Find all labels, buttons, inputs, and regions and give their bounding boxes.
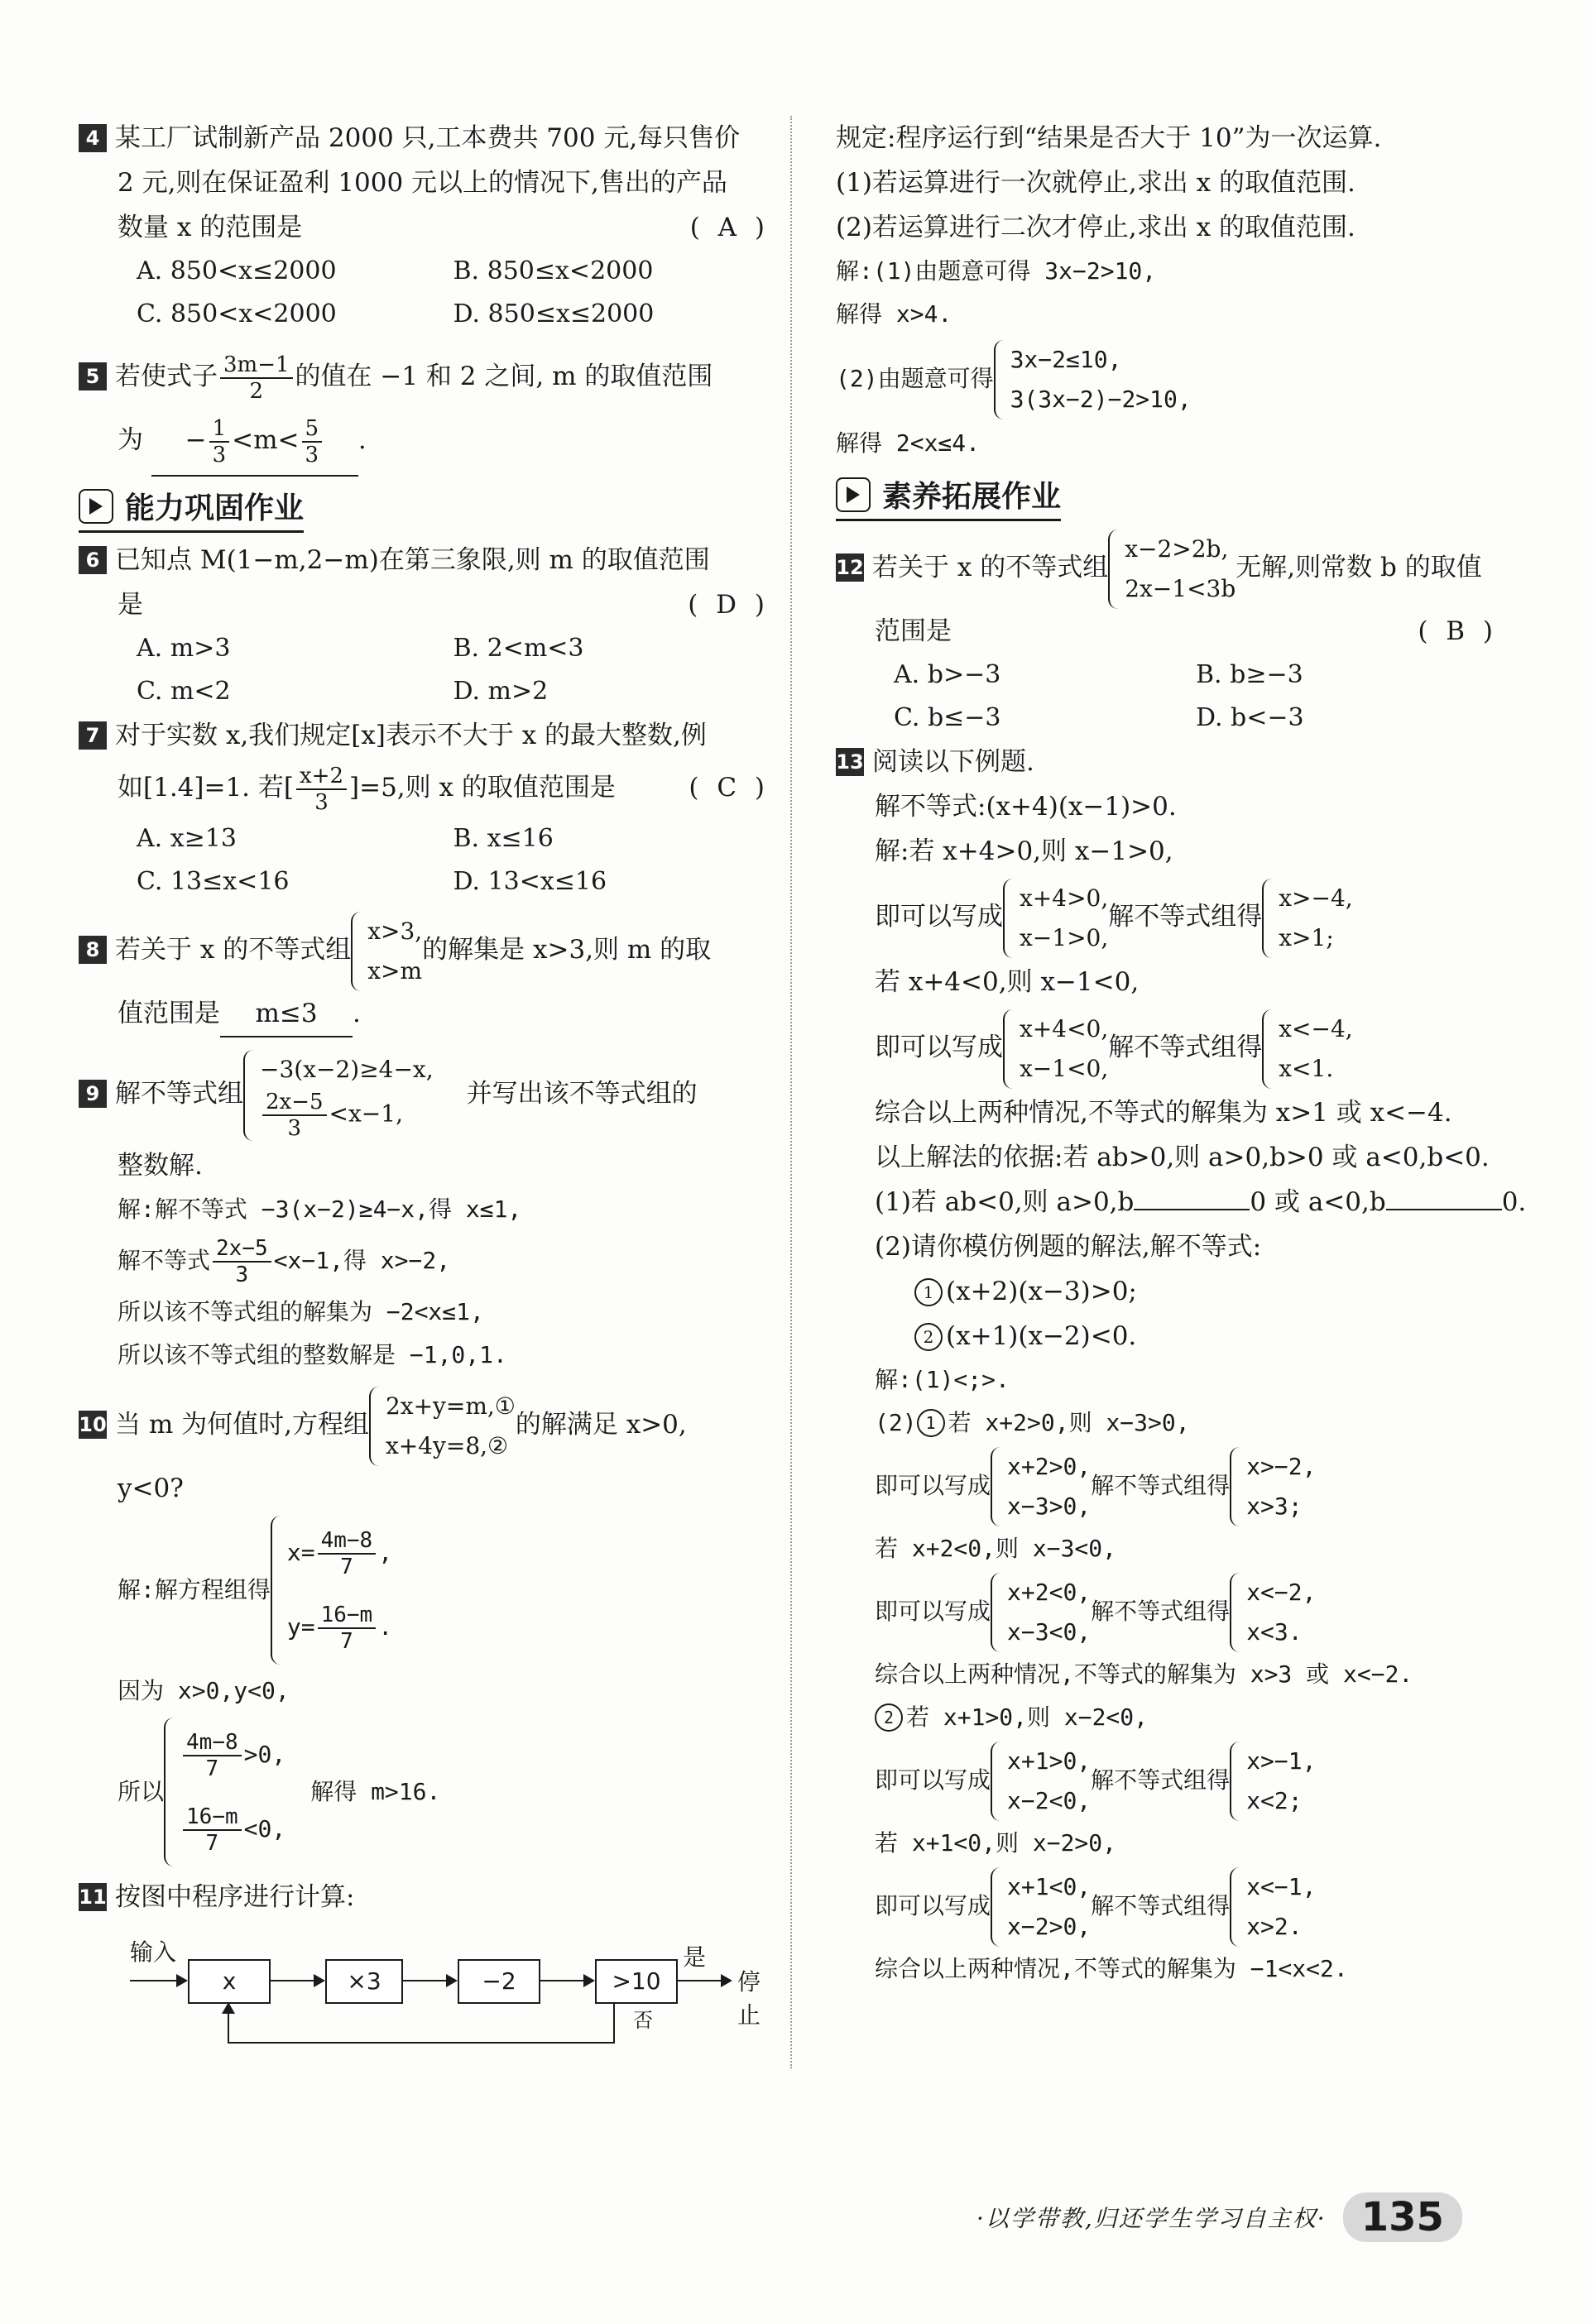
question-number: 4 [79, 124, 107, 152]
equation-row: 2x+y=m,① [385, 1392, 516, 1420]
flow-box-compare: >10 [595, 1959, 678, 2004]
punctuation: . [353, 999, 361, 1028]
footer-motto: ·以学带教,归还学生学习自主权· [976, 2205, 1327, 2232]
numerator: 2x−5 [262, 1090, 327, 1116]
answer: ( D ) [688, 590, 770, 620]
page-footer [976, 2192, 1462, 2242]
question-number: 13 [836, 748, 864, 776]
fraction [183, 1804, 242, 1856]
fraction [296, 764, 347, 815]
question-text: 若关于 x 的不等式组 [872, 553, 1109, 582]
inequality-row: x−2>2b, [1125, 534, 1229, 563]
flow-box-times3: ×3 [325, 1959, 403, 2004]
option: C. m<2 [137, 677, 231, 706]
question-text: 是 [118, 590, 143, 620]
flow-box-minus2: −2 [458, 1959, 540, 2004]
solution-line: 解:(1)<;>. [875, 1366, 1010, 1393]
question-text: 已知点 M(1−m,2−m)在第三象限,则 m 的取值范围 [115, 545, 710, 575]
option: D. m>2 [453, 677, 549, 706]
question-text: y<0? [118, 1473, 184, 1503]
question-9 [79, 1044, 770, 1377]
question-7 [79, 713, 770, 903]
inequality-system [991, 1447, 1091, 1526]
yes-label: 是 [683, 1943, 707, 1971]
solution-text: 若 x+2>0,则 x−3>0, [948, 1409, 1190, 1436]
solution-system [1230, 1742, 1316, 1821]
question-text: 即可以写成 [875, 1033, 1003, 1062]
denominator: 7 [205, 1756, 219, 1781]
question-4 [79, 116, 770, 336]
question-text: (x+2)(x−3)>0; [946, 1277, 1137, 1306]
denominator: 3 [212, 442, 227, 467]
answer-blank [1386, 1209, 1502, 1210]
question-text: 解不等式组得 [1108, 902, 1263, 932]
solution-system [1230, 1447, 1316, 1526]
denominator: 7 [205, 1831, 219, 1856]
question-text: 如[1.4]=1. 若[ [118, 773, 294, 803]
question-number: 8 [79, 936, 107, 964]
option: B. b≥−3 [1196, 660, 1303, 689]
question-text: (2)若运算进行二次才停止,求出 x 的取值范围. [836, 213, 1355, 242]
inequality-row: x>3, [367, 917, 423, 945]
solution-text: 若 x+1>0,则 x−2<0, [906, 1703, 1149, 1731]
solution-line: 综合以上两种情况,不等式的解集为 x>3 或 x<−2. [875, 1660, 1413, 1688]
solution-system [1230, 1573, 1316, 1652]
solution-text: 即可以写成 [875, 1598, 991, 1625]
numerator: 4m−8 [318, 1528, 377, 1555]
inequality-text: <x−1, [329, 1100, 403, 1127]
question-number: 9 [79, 1080, 107, 1108]
inequality-system [991, 1867, 1091, 1947]
inequality-row: x−3<0, [1007, 1618, 1092, 1646]
question-number: 12 [836, 553, 864, 582]
section-heading [79, 485, 304, 533]
inequality-row: x−2<0, [1007, 1787, 1092, 1814]
condition-row [180, 1718, 285, 1792]
circled-number: 2 [875, 1703, 903, 1732]
inequality-row: x−1<0, [1020, 1054, 1109, 1082]
solution-line: 若 x+2<0,则 x−3<0, [875, 1535, 1117, 1562]
solution-line: 若 x+1<0,则 x−2>0, [875, 1829, 1117, 1857]
equation-system [369, 1387, 516, 1466]
punctuation: , [378, 1539, 393, 1566]
option: C. b≤−3 [894, 703, 1001, 732]
question-text: 当 m 为何值时,方程组 [115, 1410, 369, 1440]
fraction [183, 1730, 242, 1781]
question-11-continued [836, 116, 1498, 465]
question-12 [836, 526, 1498, 740]
option: B. 850≤x<2000 [453, 256, 654, 285]
question-number: 5 [79, 362, 107, 391]
question-number: 7 [79, 721, 107, 750]
inequality-system [351, 912, 422, 991]
solution-text: 解不等式组得 [1091, 1598, 1231, 1625]
question-text: 对于实数 x,我们规定[x]表示不大于 x 的最大整数,例 [115, 721, 707, 750]
column-divider [790, 116, 792, 2068]
question-text: 整数解. [118, 1151, 203, 1181]
flow-box-x: x [188, 1959, 271, 2004]
question-text: 若关于 x 的不等式组 [115, 935, 352, 965]
inequality-system [243, 1050, 434, 1141]
solution-row: x>−2, [1246, 1453, 1317, 1480]
solution-system [1262, 1009, 1352, 1089]
question-text: 阅读以下例题. [872, 747, 1034, 777]
question-10 [79, 1383, 770, 1866]
solution-row: x<−2, [1246, 1579, 1317, 1606]
numerator: 3m−1 [220, 352, 293, 379]
fraction [209, 416, 230, 467]
arrow-icon [79, 489, 113, 524]
inequality-row: 3x−2≤10, [1010, 346, 1122, 373]
solution-system [1230, 1867, 1316, 1947]
question-text: 的值在 −1 和 2 之间, m 的取值范围 [295, 362, 713, 391]
fraction [220, 352, 293, 404]
question-8 [79, 908, 770, 1037]
condition-row [180, 1792, 285, 1866]
right-column [836, 116, 1527, 1991]
section-heading [836, 473, 1061, 521]
section-title: 素养拓展作业 [882, 480, 1062, 514]
solution-system [1262, 879, 1352, 958]
question-text: 解:若 x+4>0,则 x−1>0, [875, 836, 1173, 866]
inequality-system [1003, 879, 1108, 958]
question-text: (1)若运算进行一次就停止,求出 x 的取值范围. [836, 168, 1355, 198]
answer-blank [151, 405, 358, 477]
option: D. 850≤x≤2000 [453, 299, 655, 328]
option: A. x≥13 [137, 824, 237, 853]
denominator: 7 [340, 1555, 353, 1579]
question-text: 范围是 [875, 616, 952, 646]
inequality-system [991, 1573, 1091, 1652]
question-text: 并写出该不等式组的 [466, 1079, 698, 1109]
question-text: 解不等式组得 [1108, 1033, 1263, 1062]
question-number: 10 [79, 1411, 107, 1439]
option: A. 850<x≤2000 [137, 256, 337, 285]
solution-row: x<−4, [1279, 1014, 1353, 1042]
question-number: 6 [79, 546, 107, 574]
stop-label: 停止 [737, 1968, 761, 2029]
question-text: 按图中程序进行计算: [115, 1882, 355, 1912]
circled-number: 2 [914, 1323, 943, 1351]
inequality-row: x+1>0, [1007, 1747, 1092, 1775]
condition-system [164, 1718, 285, 1866]
answer: ( A ) [689, 213, 770, 242]
page-number: 135 [1343, 2192, 1462, 2242]
option: C. 850<x<2000 [137, 299, 337, 328]
question-text: 综合以上两种情况,不等式的解集为 x>1 或 x<−4. [875, 1098, 1452, 1128]
inequality-system [1003, 1009, 1108, 1089]
section-title: 能力巩固作业 [125, 491, 305, 525]
circled-number: 1 [914, 1278, 943, 1306]
solution-line: 解得 2<x≤4. [836, 429, 981, 457]
question-text: 0 或 a<0,b [1250, 1187, 1386, 1217]
solution-text: 解不等式 [118, 1247, 211, 1274]
solution-text: 解得 m>16. [310, 1778, 441, 1805]
inequality-row: −3(x−2)≥4−x, [260, 1055, 434, 1083]
option: B. x≤16 [453, 824, 554, 853]
numerator: 4m−8 [183, 1730, 242, 1756]
inequality-row: x>m [367, 956, 423, 985]
numerator: 5 [302, 416, 323, 443]
numerator: x+2 [296, 764, 347, 790]
solution-text: x= [286, 1539, 315, 1566]
inequality-row: x−3>0, [1007, 1493, 1092, 1520]
solution-row [287, 1590, 392, 1665]
solution-line: 综合以上两种情况,不等式的解集为 −1<x<2. [875, 1955, 1348, 1982]
option: A. m>3 [137, 634, 231, 663]
solution-text: 解不等式组得 [1091, 1766, 1231, 1794]
solution-line: 所以该不等式组的解集为 −2<x≤1, [118, 1298, 484, 1325]
question-text: (2)请你模仿例题的解法,解不等式: [875, 1232, 1262, 1262]
solution-text: 即可以写成 [875, 1766, 991, 1794]
inequality-system [991, 1742, 1091, 1821]
question-text: 的解满足 x>0, [515, 1410, 687, 1440]
option: B. 2<m<3 [453, 634, 584, 663]
question-6 [79, 538, 770, 713]
answer-text: <m< [232, 425, 300, 455]
solution-line: 解:(1)由题意可得 3x−2>10, [836, 257, 1157, 285]
question-text: 某工厂试制新产品 2000 只,工本费共 700 元,每只售价 [115, 123, 741, 153]
solution-line: 解:解不等式 −3(x−2)≥4−x,得 x≤1, [118, 1196, 522, 1223]
answer-blank [1134, 1209, 1250, 1210]
inequality-system [994, 340, 1192, 419]
solution-text: 所以 [118, 1778, 165, 1805]
inequality-row [260, 1090, 434, 1141]
solution-text: y= [286, 1613, 315, 1641]
question-text: 若使式子 [115, 362, 218, 391]
question-text: 为 [118, 425, 143, 455]
numerator: 1 [209, 416, 230, 443]
question-text: (x+1)(x−2)<0. [946, 1321, 1137, 1351]
solution-row: x>3; [1246, 1493, 1303, 1520]
denominator: 3 [305, 442, 319, 467]
condition-text: >0, [243, 1741, 286, 1768]
answer-text: − [185, 425, 207, 455]
numerator: 16−m [183, 1804, 242, 1831]
question-text: 若 x+4<0,则 x−1<0, [875, 967, 1140, 997]
fraction [213, 1236, 271, 1287]
inequality-row: 3(3x−2)−2>10, [1010, 386, 1192, 413]
inequality-row: x+2>0, [1007, 1453, 1092, 1480]
option: A. b>−3 [894, 660, 1001, 689]
inequality-system [1108, 529, 1236, 609]
option: D. 13<x≤16 [453, 867, 607, 896]
inequality-row: x−1>0, [1020, 923, 1109, 951]
question-text: 数量 x 的范围是 [118, 213, 303, 242]
fraction [262, 1090, 327, 1141]
solution-text: 解不等式组得 [1091, 1892, 1231, 1919]
solution-row: x>2. [1246, 1913, 1303, 1940]
input-label: 输入 [130, 1938, 177, 1966]
question-text: (1)若 ab<0,则 a>0,b [875, 1187, 1135, 1217]
question-text: 无解,则常数 b 的取值 [1236, 553, 1482, 582]
punctuation: . [378, 1613, 393, 1641]
question-13 [836, 740, 1527, 1991]
solution-text: (2)由题意可得 [836, 365, 994, 392]
answer-blank: m≤3 [220, 991, 353, 1037]
punctuation: . [357, 425, 367, 455]
question-number: 11 [79, 1883, 107, 1911]
inequality-row: 2x−1<3b [1125, 574, 1236, 602]
question-text: 值范围是 [118, 999, 220, 1028]
question-text: 解不等式:(x+4)(x−1)>0. [875, 792, 1177, 822]
condition-text: <0, [243, 1815, 286, 1842]
fraction [318, 1528, 377, 1579]
question-5 [79, 347, 770, 477]
option: D. b<−3 [1196, 703, 1304, 732]
solution-text: (2) [875, 1409, 917, 1436]
fraction [318, 1603, 377, 1654]
question-text: 即可以写成 [875, 902, 1003, 932]
solution-line: 因为 x>0,y<0, [118, 1677, 290, 1704]
denominator: 3 [287, 1115, 302, 1141]
solution-row: x<1. [1279, 1054, 1334, 1082]
solution-text: 解不等式组得 [1091, 1472, 1231, 1499]
solution-text: 即可以写成 [875, 1892, 991, 1919]
solution-row: x>−4, [1279, 884, 1353, 912]
denominator: 3 [314, 789, 329, 815]
inequality-row: x+4<0, [1020, 1014, 1109, 1042]
question-text: 的解集是 x>3,则 m 的取 [422, 935, 712, 965]
circled-number: 1 [917, 1409, 945, 1437]
arrow-icon [836, 477, 871, 512]
program-flowchart [79, 1928, 770, 2052]
solution-text: 即可以写成 [875, 1472, 991, 1499]
no-label: 否 [633, 2009, 653, 2032]
question-text: 0. [1501, 1187, 1527, 1217]
solution-text: <x−1,得 x>−2, [273, 1247, 451, 1274]
answer: ( B ) [1418, 616, 1498, 646]
solution-line: 解得 x>4. [836, 300, 952, 328]
question-text: 2 元,则在保证盈利 1000 元以上的情况下,售出的产品 [118, 168, 727, 198]
numerator: 16−m [318, 1603, 377, 1629]
inequality-row: x+2<0, [1007, 1579, 1092, 1606]
denominator: 3 [235, 1263, 249, 1287]
solution-row: x<−1, [1246, 1873, 1317, 1900]
solution-system [271, 1516, 392, 1665]
solution-row: x>1; [1279, 923, 1334, 951]
solution-text: 解:解方程组得 [118, 1576, 271, 1603]
solution-row: x>−1, [1246, 1747, 1317, 1775]
solution-row: x<2; [1246, 1787, 1303, 1814]
question-text: 规定:程序运行到“结果是否大于 10”为一次运算. [836, 123, 1382, 153]
solution-line: 所以该不等式组的整数解是 −1,0,1. [118, 1341, 507, 1368]
solution-row [287, 1516, 392, 1590]
inequality-row: x+4>0, [1020, 884, 1109, 912]
question-text: 解不等式组 [115, 1079, 243, 1109]
question-text: 以上解法的依据:若 ab>0,则 a>0,b>0 或 a<0,b<0. [875, 1143, 1490, 1172]
inequality-row: x+1<0, [1007, 1873, 1092, 1900]
equation-row: x+4y=8,② [385, 1431, 509, 1459]
denominator: 2 [249, 378, 264, 404]
inequality-row: x−2>0, [1007, 1913, 1092, 1940]
question-11 [79, 1875, 770, 2052]
fraction [302, 416, 323, 467]
numerator: 2x−5 [213, 1236, 271, 1263]
option: C. 13≤x<16 [137, 867, 290, 896]
left-column [79, 116, 770, 2052]
solution-row: x<3. [1246, 1618, 1303, 1646]
denominator: 7 [340, 1629, 353, 1654]
question-text: ]=5,则 x 的取值范围是 [349, 773, 616, 803]
answer: ( C ) [689, 773, 770, 803]
